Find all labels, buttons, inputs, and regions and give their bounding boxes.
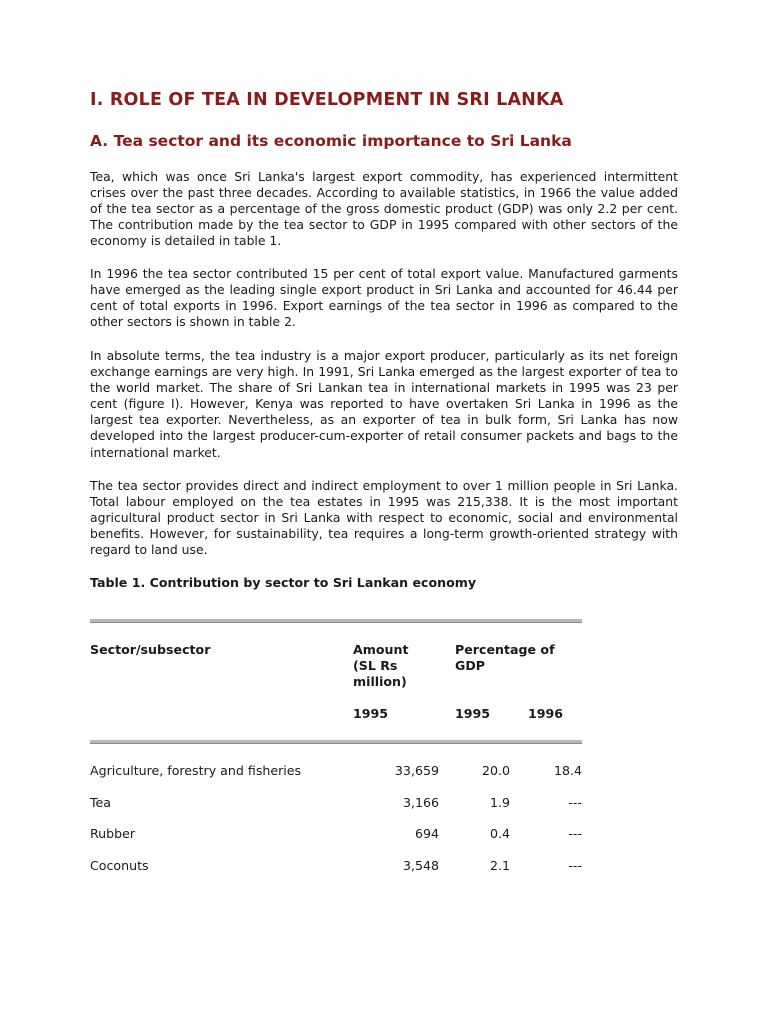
cell-sector: Rubber bbox=[90, 826, 136, 841]
header-year-pct-1996: 1996 bbox=[528, 706, 564, 721]
paragraph-3: In absolute terms, the tea industry is a major export producer, particularly as its net foreign exchange earnings are very high. In 1991, Sri Lanka emerged as the largest exporter of tea to the world market. The share of Sri Lankan tea in international markets in 1995 was 23 per cent (figure I). However, Kenya was reported to have overtaken Sri Lanka in 1996 as the largest tea exporter. Nevertheless, as an exporter of tea in bulk form, Sri Lanka has now developed into the largest producer-cum-exporter of retail consumer packets and bags to the international market. bbox=[90, 348, 678, 460]
header-percentage: Percentage of GDP bbox=[455, 642, 555, 674]
cell-pct-1995: 1.9 bbox=[489, 795, 510, 810]
cell-pct-1996: --- bbox=[568, 826, 582, 841]
table-caption: Table 1. Contribution by sector to Sri Lankan economy bbox=[90, 575, 477, 590]
cell-sector: Coconuts bbox=[90, 858, 149, 873]
header-sector: Sector/subsector bbox=[90, 642, 211, 657]
cell-amount: 33,659 bbox=[394, 763, 439, 778]
cell-pct-1996: --- bbox=[568, 858, 582, 873]
cell-amount: 694 bbox=[414, 826, 439, 841]
table-row bbox=[90, 858, 582, 876]
table-row bbox=[90, 763, 582, 781]
table-header-rule bbox=[90, 740, 582, 744]
cell-amount: 3,166 bbox=[402, 795, 439, 810]
cell-pct-1995: 2.1 bbox=[489, 858, 510, 873]
table-row bbox=[90, 795, 582, 813]
table-row bbox=[90, 826, 582, 844]
header-year-amount: 1995 bbox=[353, 706, 389, 721]
paragraph-1: Tea, which was once Sri Lanka's largest export commodity, has experienced intermittent crises over the past three decades. According to available statistics, in 1966 the value added of the tea sector as a percentage of the gross domestic product (GDP) was only 2.2 per cent. The contribution made by the tea sector to GDP in 1995 compared with other sectors of the economy is detailed in table 1. bbox=[90, 169, 678, 249]
paragraph-4: The tea sector provides direct and indirect employment to over 1 million people in Sri Lanka. Total labour employed on the tea estates in 1995 was 215,338. It is the most important agricultural product sector in Sri Lanka with respect to economic, social and environmental benefits. However, for sustainability, tea requires a long-term growth-oriented strategy with regard to land use. bbox=[90, 478, 678, 558]
cell-pct-1995: 0.4 bbox=[489, 826, 510, 841]
header-year-pct-1995: 1995 bbox=[455, 706, 491, 721]
table-top-rule bbox=[90, 619, 582, 623]
paragraph-2: In 1996 the tea sector contributed 15 per cent of total export value. Manufactured garments have emerged as the leading single export product in Sri Lanka and accounted for 46.44 per cent of total exports in 1996. Export earnings of the tea sector in 1996 as compared to the other sectors is shown in table 2. bbox=[90, 266, 678, 330]
cell-pct-1996: 18.4 bbox=[553, 763, 582, 778]
cell-pct-1996: --- bbox=[568, 795, 582, 810]
cell-sector: Agriculture, forestry and fisheries bbox=[90, 763, 302, 778]
header-amount: Amount (SL Rs million) bbox=[353, 642, 409, 690]
cell-amount: 3,548 bbox=[402, 858, 439, 873]
section-heading: I. ROLE OF TEA IN DEVELOPMENT IN SRI LANKA bbox=[90, 90, 564, 110]
subsection-heading: A. Tea sector and its economic importance to Sri Lanka bbox=[90, 132, 572, 150]
cell-pct-1995: 20.0 bbox=[481, 763, 510, 778]
cell-sector: Tea bbox=[90, 795, 112, 810]
